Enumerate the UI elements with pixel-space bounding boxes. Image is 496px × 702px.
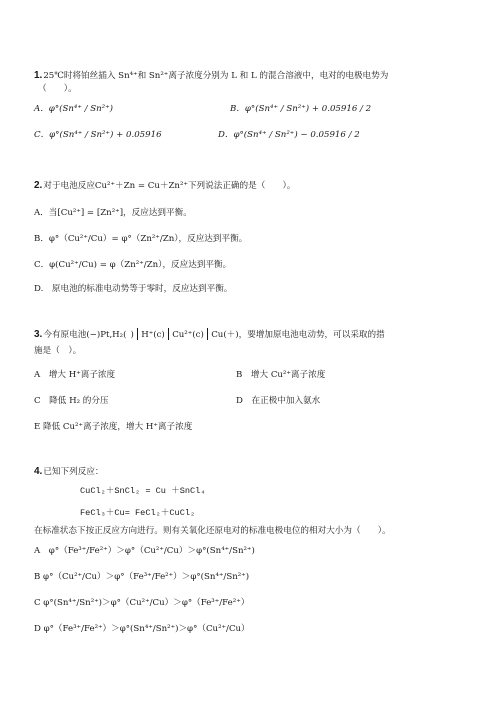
salt-bridge-bar [168,328,169,340]
q3-cell-anode: 今有原电池(−)Pt,H₂( [43,330,127,340]
q1-option-c: C．φ°(Sn⁴⁺ / Sn²⁺) + 0.05916 [34,130,162,140]
q3-option-a: A 增大 H⁺离子浓度 [34,370,116,380]
q1-stem-text: 25℃时将铂丝插入 Sn⁴⁺和 Sn²⁺离子浓度分别为 L 和 L 的混合溶液中，电对的电极电势为 [43,71,389,81]
q4-stem-2: 在标准状态下按正反应方向进行。则有关氧化还原电对的标准电极电位的相对大小为（ ）。 [34,526,391,536]
q2-option-a: A．当[Cu²⁺] = [Zn²⁺]，反应达到平衡。 [34,208,192,218]
q2-option-b: B．φ°（Cu²⁺/Cu）= φ°（Zn²⁺/Zn），反应达到平衡。 [34,234,248,244]
q4-stem-text: 已知下列反应： [43,467,104,477]
q3-option-c: C 降低 H₂ 的分压 [34,396,109,406]
q3-option-e: E 降低 Cu²⁺离子浓度，增大 H⁺离子浓度 [34,422,193,432]
q3-cell-cu-ion: Cu²⁺(c) [172,330,204,340]
q3-number: 3. [34,329,43,340]
q3-option-d: D 在正极中加入氨水 [236,396,321,406]
q2-option-d: D. 原电池的标准电动势等于零时，反应达到平衡。 [34,284,233,294]
q1-option-d: D．φ°(Sn⁴⁺ / Sn²⁺) − 0.05916 / 2 [218,130,360,140]
q4-reaction-1: CuCl₂＋SnCl₂ = Cu ＋SnCl₄ [80,486,206,496]
q3-option-b: B 增大 Cu²⁺离子浓度 [236,370,326,380]
q4-option-a: A φ°（Fe³⁺/Fe²⁺）＞φ°（Cu²⁺/Cu）＞φ°(Sn⁴⁺/Sn²⁺) [34,546,255,556]
q3-cell-anode-close: ) [130,330,134,340]
q3-stem-line2: 施是（ ）。 [34,346,82,356]
q4-option-d: D φ°（Fe³⁺/Fe²⁺）＞φ°(Sn⁴⁺/Sn²⁺)＞φ°（Cu²⁺/Cu） [34,624,250,634]
q1-number: 1. [34,70,43,81]
q1-stem-line1 [34,70,388,82]
q2-number: 2. [34,180,43,191]
q4-stem [34,466,104,478]
q3-cell-cathode: Cu(＋)，要增加原电池电动势，可以采取的措 [211,330,385,340]
q1-option-a: A．φ°(Sn⁴⁺ / Sn²⁺) [34,104,113,114]
q4-option-c: C φ°(Sn⁴⁺/Sn²⁺)＞φ°（Cu²⁺/Cu）＞φ°（Fe³⁺/Fe²⁺） [34,598,250,608]
phase-boundary-bar [207,328,208,340]
phase-boundary-bar [137,328,138,340]
q2-option-c: C．φ(Cu²⁺/Cu) = φ（Zn²⁺/Zn），反应达到平衡。 [34,260,232,270]
q1-option-b: B．φ°(Sn⁴⁺ / Sn²⁺) + 0.05916 / 2 [230,104,372,114]
q4-number: 4. [34,466,43,477]
q2-stem-text: 对于电池反应Cu²⁺＋Zn = Cu＋Zn²⁺下列说法正确的是（ ）。 [43,181,296,191]
q4-reaction-2: FeCl₃＋Cu= FeCl₂＋CuCl₂ [80,508,196,518]
q1-stem-line2: （ ）。 [38,84,77,94]
q3-stem-line1 [34,328,385,341]
q3-cell-h-ion: H⁺(c) [141,330,165,340]
q2-stem [34,180,295,192]
q4-option-b: B φ°（Cu²⁺/Cu）＞φ°（Fe³⁺/Fe²⁺）＞φ°(Sn⁴⁺/Sn²⁺) [34,572,250,582]
